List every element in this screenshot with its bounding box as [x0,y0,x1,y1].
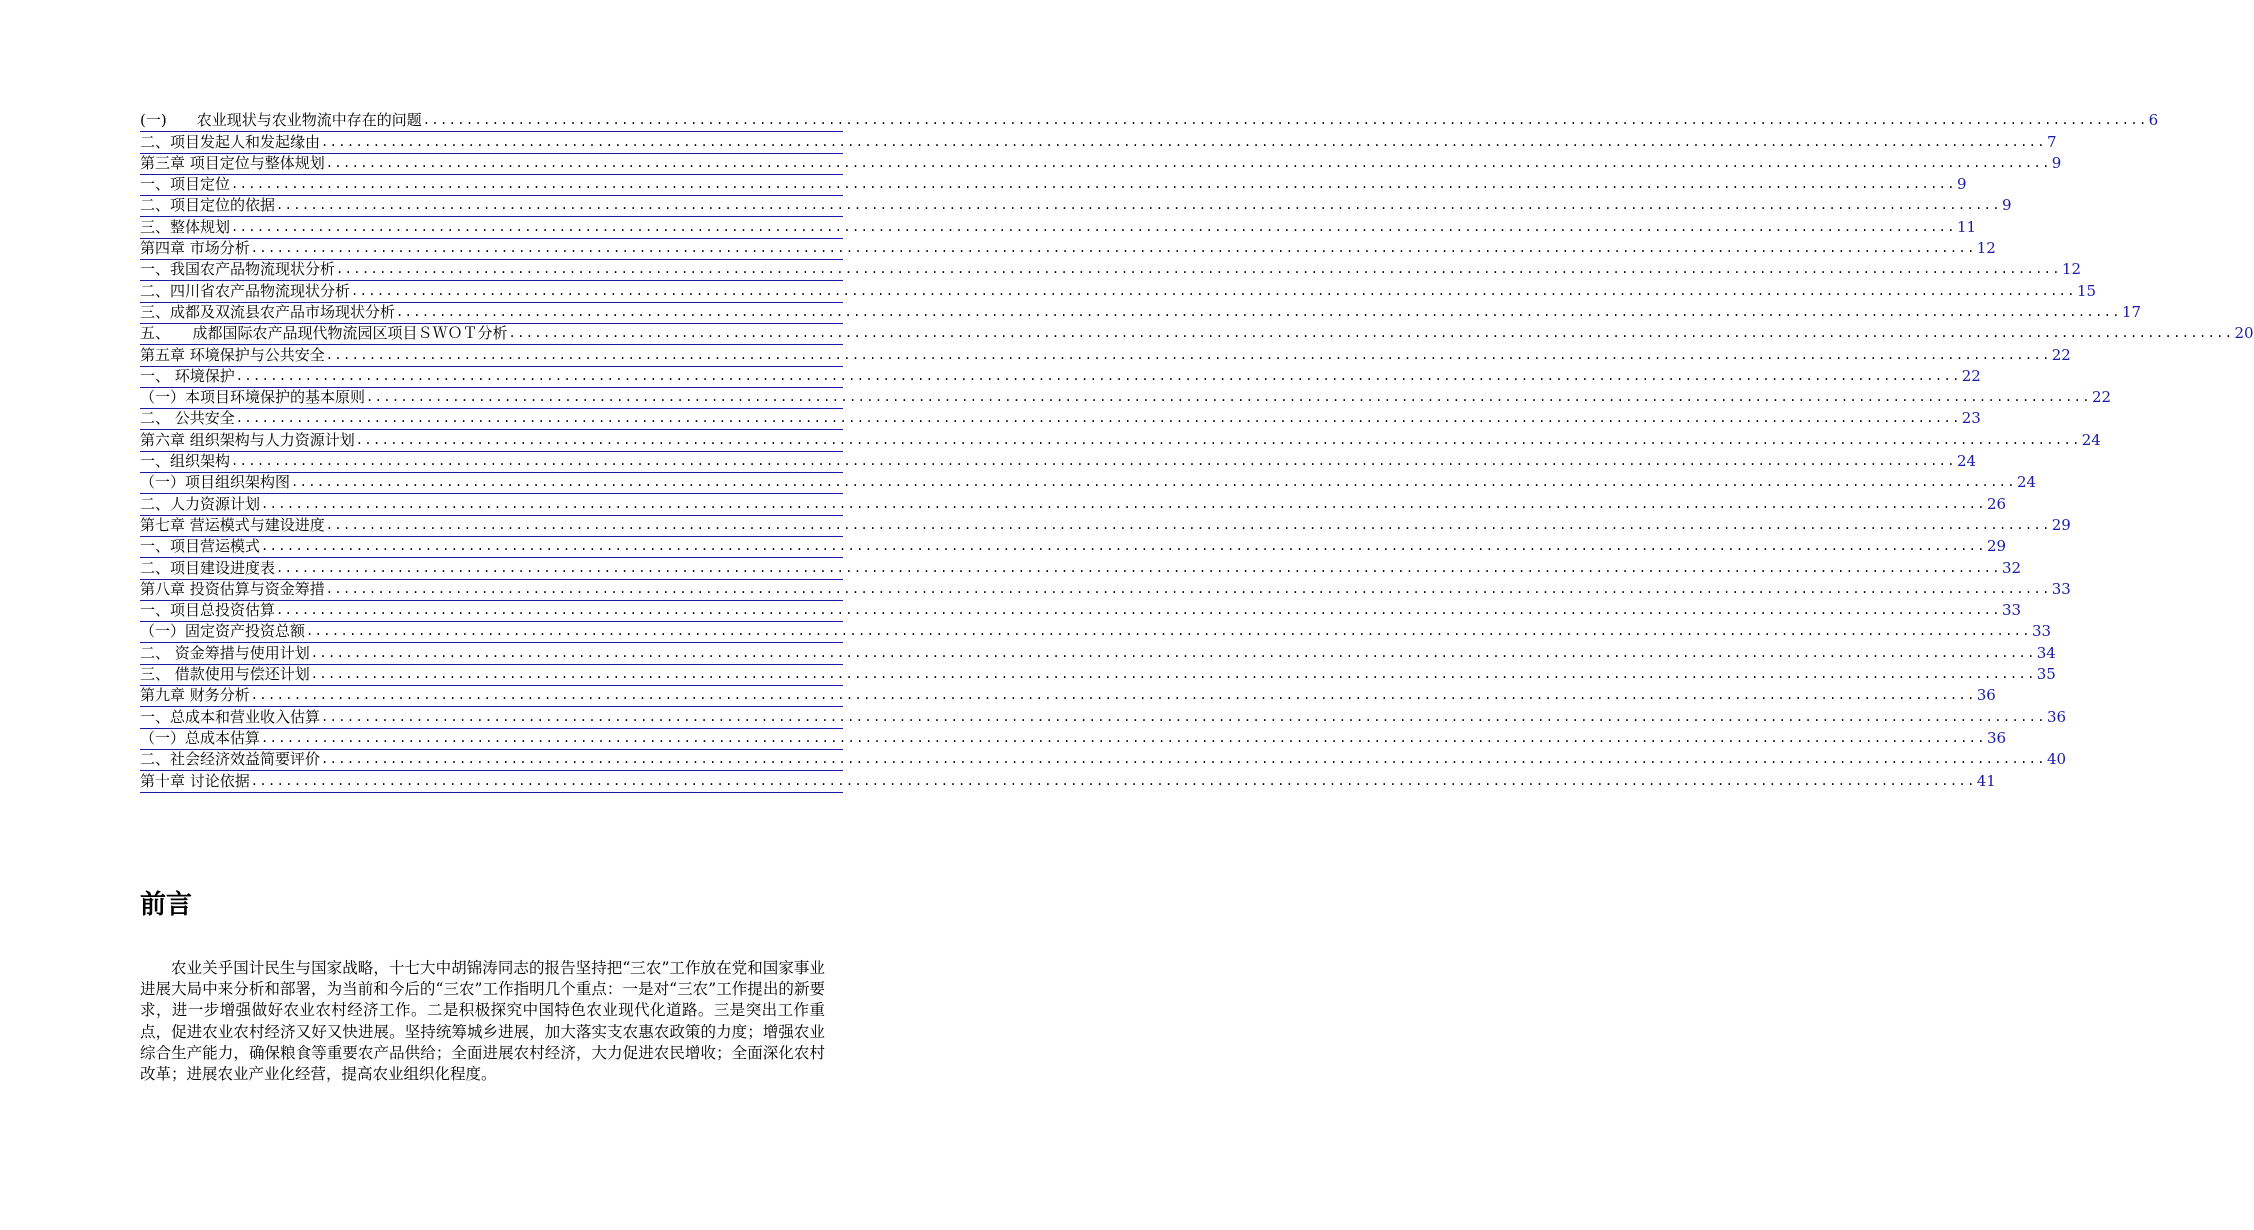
toc-entry-title: 二、人力资源计划 [140,494,261,513]
toc-dot-leader: ........................................................................................................................................................................................................ [261,496,1986,511]
toc-entry[interactable] [140,196,2012,217]
toc-dot-leader: ........................................................................................................................................................................................................ [231,177,1956,192]
toc-dot-leader: ........................................................................................................................................................................................................ [231,454,1956,469]
toc-entry[interactable] [140,558,2022,579]
toc-dot-leader: ........................................................................................................................................................................................................ [351,283,2076,298]
toc-entry[interactable] [140,473,2037,494]
toc-dot-leader: ........................................................................................................................................................................................................ [325,347,2051,362]
toc-dot-leader: ........................................................................................................................................................................................................ [250,688,1976,703]
toc-entry[interactable] [140,579,2071,601]
toc-entry[interactable] [140,430,2101,451]
toc-dot-leader: ........................................................................................................................................................................................................ [235,411,1961,426]
toc-dot-leader: ........................................................................................................................................................................................................ [231,219,1956,234]
toc-dot-leader: ........................................................................................................................................................................................................ [366,390,2091,405]
toc-entry[interactable] [140,132,2057,153]
toc-entry-page-number: 22 [2051,345,2071,364]
toc-dot-leader: ........................................................................................................................................................................................................ [310,645,2036,660]
toc-entry-page-number: 41 [1976,771,1996,790]
toc-dot-leader: ........................................................................................................................................................................................................ [276,560,2001,575]
toc-entry-page-number: 24 [2081,430,2101,449]
toc-entry-title: 一、项目定位 [140,175,231,194]
toc-entry-title: 二、社会经济效益简要评价 [140,750,321,769]
toc-entry-page-number: 23 [1961,409,1981,428]
toc-entry-title: 第十章 讨论依据 [140,771,250,790]
toc-entry[interactable] [140,302,2142,324]
toc-entry[interactable] [140,153,2062,175]
toc-entry-title: 一、我国农产品物流现状分析 [140,260,336,279]
toc-dot-leader: ........................................................................................................................................................................................................ [235,368,1961,383]
toc-dot-leader: ........................................................................................................................................................................................................ [306,624,2031,639]
toc-entry-title: 第三章 项目定位与整体规划 [140,153,325,172]
toc-entry-title: 二、 公共安全 [140,409,235,428]
toc-entry-title: 第六章 组织架构与人力资源计划 [140,430,355,449]
toc-entry-page-number: 7 [2046,132,2057,151]
toc-dot-leader: ........................................................................................................................................................................................................ [276,198,2001,213]
toc-entry[interactable] [140,324,2254,345]
toc-entry[interactable] [140,217,1977,238]
toc-entry-page-number: 12 [2061,260,2082,279]
table-of-contents [140,111,2254,793]
toc-dot-leader: ........................................................................................................................................................................................................ [310,667,2036,682]
toc-entry[interactable] [140,409,1981,430]
toc-entry-page-number: 9 [2001,196,2012,215]
toc-entry-title: 第四章 市场分析 [140,239,250,258]
toc-entry-title: 三、成都及双流县农产品市场现状分析 [140,302,396,321]
toc-entry[interactable] [140,239,1996,260]
toc-entry-page-number: 33 [2031,622,2052,641]
toc-entry-title: （一）本项目环境保护的基本原则 [140,388,366,407]
toc-dot-leader: ........................................................................................................................................................................................................ [291,475,2016,490]
toc-entry-title: 第八章 投资估算与资金筹措 [140,579,325,598]
toc-entry[interactable] [140,622,2052,643]
toc-dot-leader: ........................................................................................................................................................................................................ [325,517,2051,532]
toc-dot-leader: ........................................................................................................................................................................................................ [261,539,1986,554]
toc-entry-title: 第七章 营运模式与建设进度 [140,515,325,534]
toc-dot-leader: ........................................................................................................................................................................................................ [321,752,2046,767]
toc-entry-page-number: 40 [2046,750,2067,769]
toc-entry-page-number: 34 [2036,643,2056,662]
toc-entry-page-number: 36 [1976,686,1996,705]
toc-entry-page-number: 6 [2148,111,2159,130]
toc-dot-leader: ........................................................................................................................................................................................................ [355,432,2081,447]
toc-entry-page-number: 33 [2001,601,2022,620]
toc-entry-page-number: 32 [2001,558,2022,577]
toc-entry[interactable] [140,111,2159,132]
toc-entry-title: 第九章 财务分析 [140,686,250,705]
toc-entry[interactable] [140,686,1996,707]
toc-entry-page-number: 11 [1956,217,1977,236]
toc-entry-title: （一）固定资产投资总额 [140,622,306,641]
toc-entry[interactable] [140,643,2056,664]
toc-entry[interactable] [140,537,2007,558]
toc-entry-title: 一、项目总投资估算 [140,601,276,620]
toc-entry-page-number: 9 [1956,175,1967,194]
toc-entry-title: 二、 资金筹措与使用计划 [140,643,310,662]
toc-entry-page-number: 36 [2046,707,2067,726]
toc-entry-title: 三、整体规划 [140,217,231,236]
toc-entry-title: 一、组织架构 [140,452,231,471]
toc-entry-page-number: 17 [2121,302,2142,321]
toc-entry-page-number: 24 [2016,473,2037,492]
toc-entry-page-number: 29 [2051,515,2071,534]
toc-entry[interactable] [140,345,2071,366]
toc-entry-title: （一）总成本估算 [140,728,261,747]
toc-entry-title: 五、 成都国际农产品现代物流园区项目ＳＷＯＴ分析 [140,324,508,343]
toc-entry-page-number: 26 [1986,494,2007,513]
toc-entry[interactable] [140,750,2067,771]
toc-entry[interactable] [140,260,2082,281]
toc-entry-title: 一、总成本和营业收入估算 [140,707,321,726]
toc-entry-title: 一、 环境保护 [140,366,235,385]
toc-entry-title: 二、项目发起人和发起缘由 [140,132,321,151]
toc-entry-page-number: 29 [1986,537,2007,556]
toc-entry-title: 一、项目营运模式 [140,537,261,556]
toc-dot-leader: ........................................................................................................................................................................................................ [321,709,2046,724]
toc-dot-leader: ........................................................................................................................................................................................................ [325,581,2051,596]
toc-dot-leader: ........................................................................................................................................................................................................ [250,241,1976,256]
toc-entry-title: 三、 借款使用与偿还计划 [140,665,310,684]
toc-entry-title: 二、四川省农产品物流现状分析 [140,281,351,300]
toc-dot-leader: ........................................................................................................................................................................................................ [422,113,2148,128]
toc-entry[interactable] [140,601,2022,622]
toc-entry-page-number: 22 [1961,366,1981,385]
toc-entry-title: （一）项目组织架构图 [140,473,291,492]
toc-entry-page-number: 9 [2051,153,2062,172]
toc-dot-leader: ........................................................................................................................................................................................................ [250,773,1976,788]
toc-dot-leader: ........................................................................................................................................................................................................ [336,262,2061,277]
toc-dot-leader: ........................................................................................................................................................................................................ [261,730,1986,745]
toc-entry-title: (一) 农业现状与农业物流中存在的问题 [140,111,422,130]
toc-entry[interactable] [140,515,2071,537]
toc-dot-leader: ........................................................................................................................................................................................................ [325,155,2051,170]
toc-entry-page-number: 33 [2051,579,2071,598]
toc-entry-page-number: 35 [2036,665,2056,684]
toc-entry-page-number: 36 [1986,728,2007,747]
toc-entry[interactable] [140,665,2056,686]
toc-entry-page-number: 22 [2091,388,2112,407]
toc-entry[interactable] [140,452,1977,473]
toc-entry-title: 二、项目定位的依据 [140,196,276,215]
toc-entry[interactable] [140,728,2007,750]
toc-entry[interactable] [140,175,1967,196]
toc-entry[interactable] [140,281,2097,302]
preface-paragraph: 农业关乎国计民生与国家战略，十七大中胡锦涛同志的报告坚持把“三农”工作放在党和国家事业进展大局中来分析和部署，为当前和今后的“三农”工作指明几个重点：一是对“三农”工作提出的新要求，进一步增强做好农业农村经济工作。二是积极探究中国特色农业现代化道路。三是突出工作重点，促进农业农村经济又好又快进展。坚持统筹城乡进展，加大落实支农惠农政策的力度；增强农业综合生产能力，确保粮食等重要农产品供给；全面进展农村经济，大力促进农民增收；全面深化农村改革；进展农业产业化经营，提高农业组织化程度。 [140,959,825,1084]
toc-entry-page-number: 20 [2234,324,2254,343]
toc-dot-leader: ........................................................................................................................................................................................................ [396,304,2121,319]
toc-entry-title: 二、项目建设进度表 [140,558,276,577]
toc-entry-page-number: 15 [2076,281,2097,300]
toc-entry[interactable] [140,388,2112,409]
toc-entry-page-number: 24 [1956,452,1977,471]
toc-dot-leader: ........................................................................................................................................................................................................ [276,603,2001,618]
preface-heading: 前言 [140,890,193,920]
toc-entry[interactable] [140,494,2007,515]
toc-entry[interactable] [140,366,1981,388]
toc-dot-leader: ........................................................................................................................................................................................................ [321,134,2046,149]
toc-entry-page-number: 12 [1976,239,1996,258]
toc-dot-leader: ........................................................................................................................................................................................................ [508,326,2234,341]
toc-entry[interactable] [140,707,2067,728]
toc-entry[interactable] [140,771,1996,792]
toc-entry-title: 第五章 环境保护与公共安全 [140,345,325,364]
